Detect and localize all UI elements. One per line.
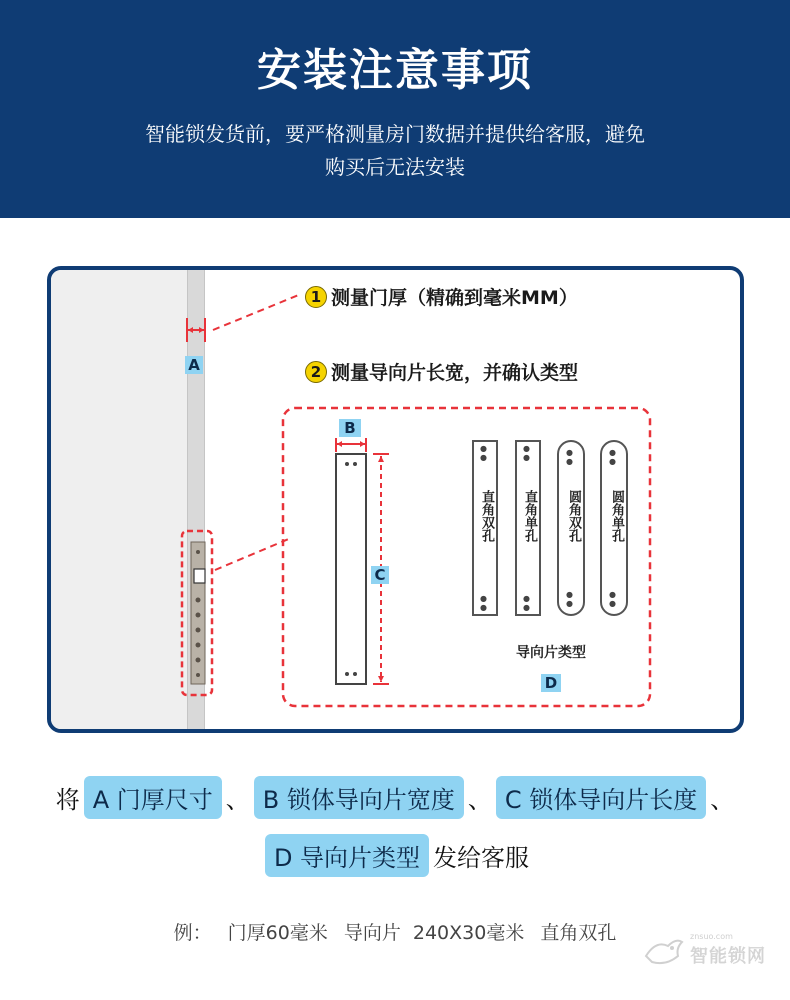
diagram-card	[47, 266, 744, 733]
subtitle-line-1: 智能锁发货前，要严格测量房门数据并提供给客服，避免	[145, 122, 645, 146]
plate-type-2-label: 直角单孔	[522, 490, 537, 542]
tag-d: D	[541, 674, 561, 692]
plate-types-caption: 导向片类型	[516, 645, 586, 661]
step-1	[305, 283, 578, 310]
subtitle-line-2: 购买后无法安装	[325, 155, 465, 179]
sep-3: 、	[710, 786, 735, 814]
example-label: 例：	[173, 922, 212, 944]
tag-a: A	[185, 356, 203, 374]
step-1-text: 测量门厚（精确到毫米MM）	[331, 287, 578, 309]
pill-c: C 锁体导向片长度	[496, 776, 706, 819]
plate-type-1-label: 直角双孔	[479, 490, 494, 542]
plate-type-1: ● ● 直角双孔 ● ●	[472, 440, 498, 616]
watermark-big-text: 智能锁网	[690, 946, 766, 967]
plate-type-3-label: 圆角双孔	[566, 490, 581, 542]
sep-1: 、	[225, 786, 250, 814]
plate-type-3: ● ● 圆角双孔 ● ●	[557, 440, 585, 616]
watermark-small-text: znsuo.com	[690, 932, 733, 941]
instructions-line-2	[0, 834, 790, 877]
step-1-number: 1	[305, 286, 327, 308]
step-2-number: 2	[305, 361, 327, 383]
pill-d: D 导向片类型	[265, 834, 429, 877]
watermark	[642, 932, 767, 972]
step-2-text: 测量导向片长宽，并确认类型	[331, 362, 579, 384]
tag-b: B	[339, 419, 361, 437]
instructions-prefix: 将	[55, 786, 80, 814]
pill-a: A 门厚尺寸	[84, 776, 222, 819]
header-banner	[0, 0, 790, 218]
page-title: 安装注意事项	[257, 45, 533, 96]
example-plate: 导向片 240X30毫米	[343, 922, 525, 944]
watermark-bird-icon	[642, 934, 686, 970]
plate-type-2: ● ● 直角单孔 ● ●	[515, 440, 541, 616]
example-type: 直角双孔	[540, 922, 617, 944]
page-subtitle	[60, 118, 730, 184]
plate-type-4: ● ● 圆角单孔 ● ●	[600, 440, 628, 616]
step-2	[305, 358, 578, 385]
pill-b: B 锁体导向片宽度	[254, 776, 464, 819]
sep-2: 、	[467, 786, 492, 814]
example-door: 门厚60毫米	[227, 922, 328, 944]
instructions-line-1	[0, 776, 790, 819]
instructions-suffix: 发给客服	[433, 844, 530, 872]
tag-c: C	[371, 566, 389, 584]
diagram-lines	[51, 270, 740, 729]
plate-type-4-label: 圆角单孔	[609, 490, 624, 542]
